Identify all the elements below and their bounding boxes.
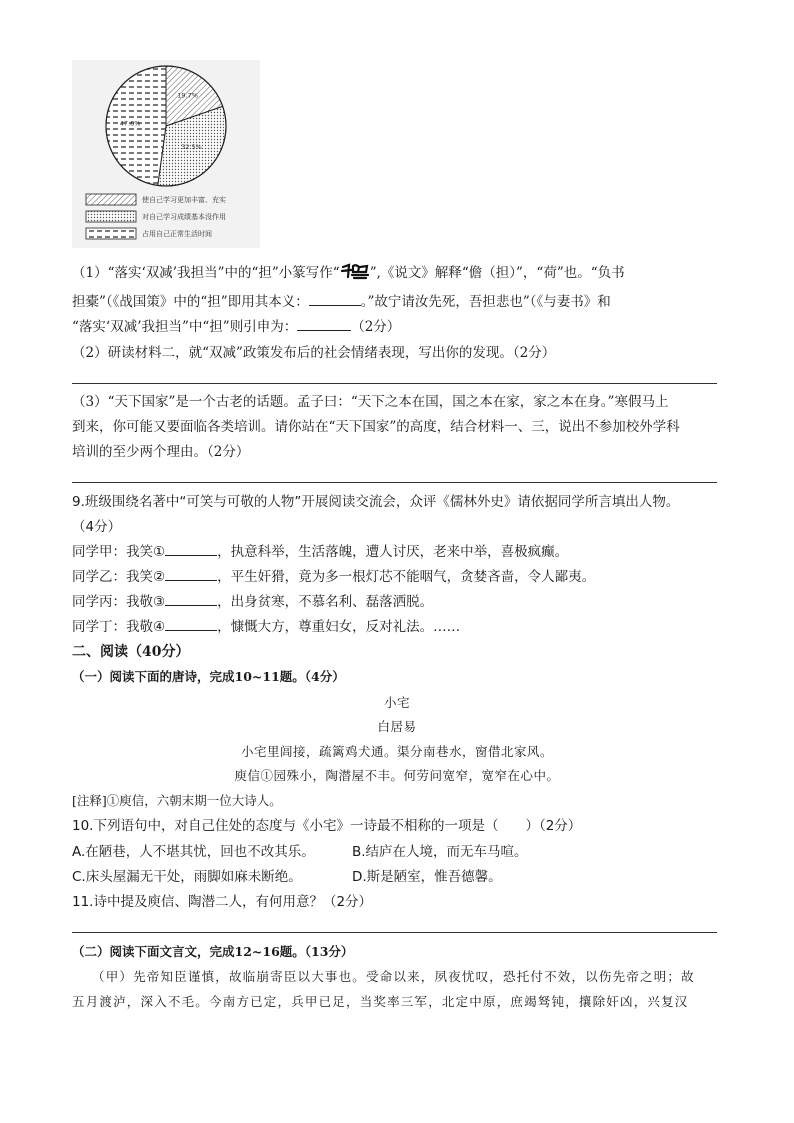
student-comment: ，平生奸猾，竟为多一根灯芯不能咽气，贪婪吝啬，令人鄙夷。 bbox=[217, 569, 596, 585]
answer-line[interactable] bbox=[72, 482, 717, 483]
q10-option-c[interactable]: C.床头屋漏无干处，雨脚如麻未断绝。 bbox=[72, 869, 302, 885]
answer-blank[interactable] bbox=[165, 618, 217, 631]
classical-text-line-1: （甲）先帝知臣谨慎，故临崩寄臣以大事也。受命以来，夙夜忧叹，恐托付不效，以伤先帝之明；故 bbox=[92, 969, 695, 984]
q10-option-b[interactable]: B.结庐在人境，而无车马喧。 bbox=[352, 844, 528, 860]
q8-p1-text-e: “落实‘双减’我担当”中“担”则引申为： bbox=[72, 319, 298, 335]
poem-note: [注释]①庾信，六朝末期一位大诗人。 bbox=[72, 793, 282, 808]
part1-instruction: （一）阅读下面的唐诗，完成10~11题。（4分） bbox=[72, 669, 345, 684]
q8-part1-line3 bbox=[72, 318, 400, 336]
q8-part2: （2）研读材料二，就“双减”政策发布后的社会情绪表现，写出你的发现。（2分） bbox=[72, 345, 556, 361]
classical-text-line-2: 五月渡泸，深入不毛。今南方已定，兵甲已足，当奖率三军，北定中原，庶竭驽钝，攘除奸凶，兴复汉 bbox=[72, 994, 689, 1009]
q8-p1-text-f: （2分） bbox=[351, 319, 401, 335]
answer-line[interactable] bbox=[72, 932, 717, 933]
part2-instruction: （二）阅读下面文言文，完成12~16题。（13分） bbox=[72, 944, 354, 959]
q10-option-d[interactable]: D.斯是陋室，惟吾德馨。 bbox=[352, 869, 502, 885]
q8-part3-line1: （3）“天下国家”是一个古老的话题。孟子曰：“天下之本在国，国之本在家，家之本在身。”寒假马上 bbox=[72, 394, 669, 410]
answer-blank[interactable] bbox=[297, 318, 351, 331]
student-comment: ，慷慨大方，尊重妇女，反对礼法。…… bbox=[217, 619, 461, 635]
poem-line-1: 小宅里闾接，疏篱鸡犬通。渠分南巷水，窗借北家风。 bbox=[240, 744, 553, 759]
q8-p1-text-b: ”,《说文》解释“儋（担）”，“荷”也。“负书 bbox=[369, 265, 625, 281]
student-prefix: 同学丁：我敬④ bbox=[72, 619, 166, 635]
student-prefix: 同学乙：我笑② bbox=[72, 569, 166, 585]
q8-p1-text-d: 。”故宁请汝先死，吾担悲也”（《与妻书》和 bbox=[360, 294, 611, 310]
q8-p1-text-a: （1）“落实‘双减’我担当”中的“担”小篆写作“ bbox=[72, 265, 340, 281]
q9-student-c bbox=[72, 593, 433, 611]
q8-part1-line2 bbox=[72, 293, 611, 311]
student-comment: ，出身贫寒，不慕名利、磊落洒脱。 bbox=[217, 594, 434, 610]
legend-label: 对自己学习成绩基本没作用 bbox=[142, 213, 226, 221]
q11-stem: 11.诗中提及庾信、陶潜二人，有何用意？（2分） bbox=[72, 894, 373, 910]
answer-blank[interactable] bbox=[309, 293, 361, 306]
legend-swatch bbox=[86, 194, 136, 205]
q9-title-line1: 9.班级围绕名著中“可笑与可敬的人物”开展阅读交流会，众评《儒林外史》请依据同学所言填出人物。 bbox=[72, 494, 680, 510]
pie-chart-figure bbox=[72, 60, 260, 248]
q8-part3-line2: 到来，你可能又要面临各类培训。请你站在“天下国家”的高度，结合材料一、三，说出不参加校外学科 bbox=[72, 419, 680, 435]
q9-student-a bbox=[72, 543, 568, 561]
legend-label: 占用自己正常生活时间 bbox=[142, 230, 212, 238]
answer-blank[interactable] bbox=[165, 593, 217, 606]
q8-part3-line3: 培训的至少两个理由。（2分） bbox=[72, 444, 250, 460]
legend-swatch bbox=[86, 228, 136, 239]
legend-label: 使自己学习更加丰富、充实 bbox=[142, 196, 226, 204]
q9-student-b bbox=[72, 568, 595, 586]
q8-p1-text-c: 担橐”（《战国策》中的“担”即用其本义： bbox=[72, 294, 309, 310]
pie-slice-label: 32.5% bbox=[181, 142, 202, 151]
student-prefix: 同学甲：我笑① bbox=[72, 544, 166, 560]
poem-line-2: 庾信①园殊小，陶潜屋不丰。何劳问宽窄，宽窄在心中。 bbox=[234, 768, 560, 783]
student-comment: ，执意科举，生活落魄，遭人讨厌，老来中举，喜极疯癫。 bbox=[217, 544, 569, 560]
legend-swatch bbox=[86, 211, 136, 222]
student-prefix: 同学丙：我敬③ bbox=[72, 594, 166, 610]
poem-title: 小宅 bbox=[383, 695, 410, 710]
answer-blank[interactable] bbox=[165, 568, 217, 581]
answer-line[interactable] bbox=[72, 383, 717, 384]
pie-chart bbox=[72, 60, 260, 248]
q8-part1-line1 bbox=[72, 263, 625, 282]
q9-title-line2: （4分） bbox=[72, 519, 122, 535]
section-heading-reading: 二、阅读（40分） bbox=[72, 644, 190, 660]
poem-author: 白居易 bbox=[377, 719, 417, 734]
q9-student-d bbox=[72, 618, 460, 636]
pie-slice-label: 47.8% bbox=[119, 119, 141, 128]
q10-stem: 10.下列语句中，对自己住处的态度与《小宅》一诗最不相称的一项是（ ）（2分） bbox=[72, 818, 582, 834]
pie-slice-label: 19.7% bbox=[177, 91, 198, 100]
q10-option-a[interactable]: A.在陋巷，人不堪其忧，回也不改其乐。 bbox=[72, 844, 315, 860]
answer-blank[interactable] bbox=[165, 543, 217, 556]
seal-script-dan-glyph bbox=[340, 263, 370, 281]
